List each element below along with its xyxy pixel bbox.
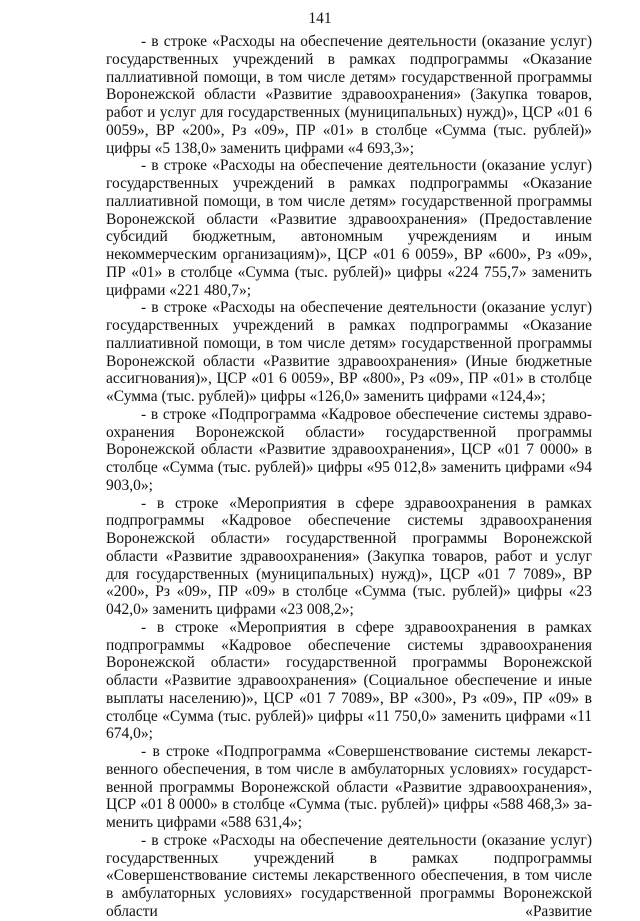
paragraph: - в строке «Расходы на обеспечение деятельности (оказание услуг) государственных учреждений в рамках подпрограммы «Оказание паллиативной помощи, в том числе детям» государственной программы Воронежской области «Развитие здравоохранения» (Закупка товаров, работ и услуг для государственных (муниципальных) нужд)», ЦСР «01 6 0059», ВР «200», Рз «09», ПР «01» в столбце «Сумма (тыс. рублей)» цифры «5 138,0» заменить цифрами «4 693,3»; bbox=[106, 33, 592, 157]
paragraph: - в строке «Мероприятия в сфере здравоохранения в рамках подпрограммы «Кадровое обеспечение системы здравоохранения Воронежской области» государственной программы Воронежской области «Развитие здравоохранения» (Социальное обеспечение и иные выплаты населению)», ЦСР «01 7 7089», ВР «300», Рз «09», ПР «09» в столбце «Сумма (тыс. рублей)» цифры «11 750,0» заменить цифрами «11 674,0»; bbox=[106, 618, 592, 743]
paragraph: - в строке «Подпрограмма «Кадровое обеспечение системы здравоохранения Воронежской области» государственной программы Воронежской области «Развитие здравоохранения», ЦСР «01 7 0000» в столбце «Сумма (тыс. рублей)» цифры «95 012,8» заменить цифрами «94 903,0»; bbox=[106, 405, 592, 494]
document-body bbox=[106, 33, 592, 921]
paragraph-continued: - в строке «Расходы на обеспечение деятельности (оказание услуг) государственных учреждений в рамках подпрограммы «Совершенствование системы лекарственного обеспечения, в том числе в амбулаторных условиях» государственной программы Воронежской области «Развитие bbox=[106, 831, 592, 920]
paragraph: - в строке «Подпрограмма «Совершенствование системы лекарственного обеспечения, в том числе в амбулаторных условиях» государственной программы Воронежской области «Развитие здравоохранения», ЦСР «01 8 0000» в столбце «Сумма (тыс. рублей)» цифры «588 468,3» заменить цифрами «588 631,4»; bbox=[106, 743, 592, 831]
page-number: 141 bbox=[308, 10, 332, 27]
paragraph: - в строке «Мероприятия в сфере здравоохранения в рамках подпрограммы «Кадровое обеспечение системы здравоохранения Воронежской области» государственной программы Воронежской области «Развитие здравоохранения» (Закупка товаров, работ и услуг для государственных (муниципальных) нужд)», ЦСР «01 7 7089», ВР «200», Рз «09», ПР «09» в столбце «Сумма (тыс. рублей)» цифры «23 042,0» заменить цифрами «23 008,2»; bbox=[106, 494, 592, 618]
paragraph: - в строке «Расходы на обеспечение деятельности (оказание услуг) государственных учреждений в рамках подпрограммы «Оказание паллиативной помощи, в том числе детям» государственной программы Воронежской области «Развитие здравоохранения» (Иные бюджетные ассигнования)», ЦСР «01 6 0059», ВР «800», Рз «09», ПР «01» в столбце «Сумма (тыс. рублей)» цифры «126,0» заменить цифрами «124,4»; bbox=[106, 299, 592, 405]
paragraph: - в строке «Расходы на обеспечение деятельности (оказание услуг) государственных учреждений в рамках подпрограммы «Оказание паллиативной помощи, в том числе детям» государственной программы Воронежской области «Развитие здравоохранения» (Предоставление субсидий бюджетным, автономным учреждениям и иным некоммерческим организациям)», ЦСР «01 6 0059», ВР «600», Рз «09», ПР «01» в столбце «Сумма (тыс. рублей)» цифры «224 755,7» заменить цифрами «221 480,7»; bbox=[106, 157, 592, 299]
